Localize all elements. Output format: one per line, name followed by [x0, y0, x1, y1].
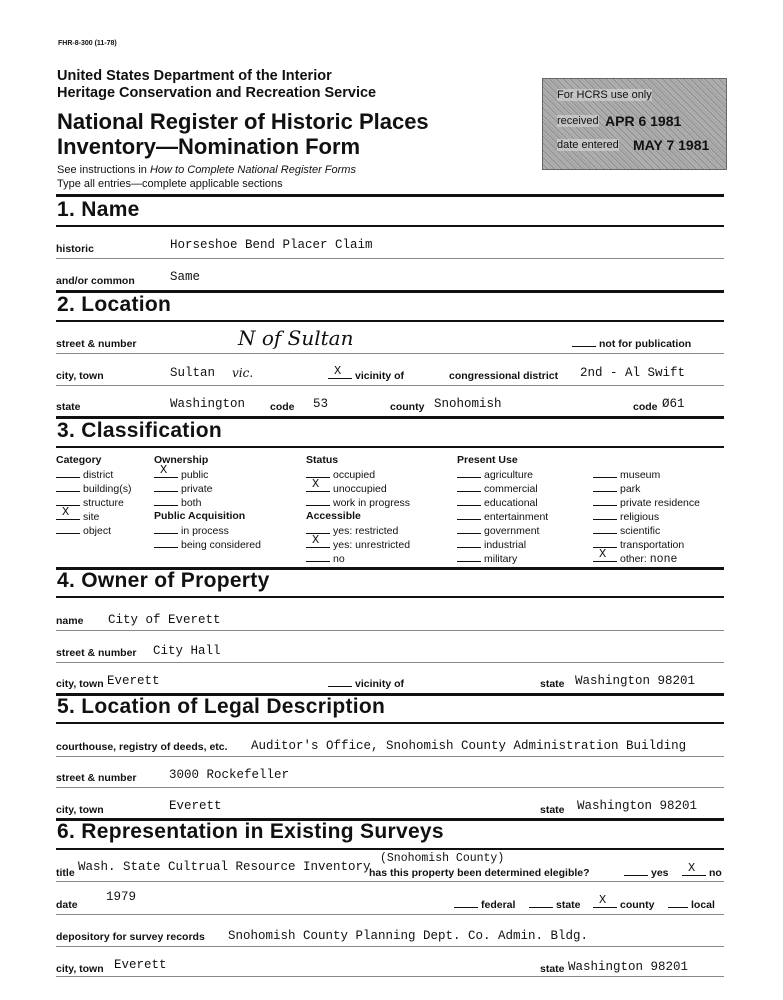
use-industrial: industrial [457, 538, 526, 551]
checkbox[interactable] [457, 496, 481, 506]
section-rule [56, 446, 724, 448]
courthouse-label: courthouse, registry of deeds, etc. [56, 741, 228, 753]
county-code-value: Ø61 [662, 397, 685, 411]
checkbox-blank[interactable] [454, 898, 478, 908]
depository-value: Snohomish County Planning Dept. Co. Admin. Bldg. [228, 929, 589, 943]
category-structure: structure [56, 496, 124, 509]
city-town-value: Sultan [170, 366, 216, 380]
checkbox[interactable] [593, 510, 617, 520]
ownership-both: both [154, 496, 201, 509]
checkbox[interactable]: X [56, 510, 80, 520]
owner-name-value: City of Everett [108, 613, 221, 627]
checkbox[interactable] [457, 468, 481, 478]
agency-line-2: Heritage Conservation and Recreation Service [57, 85, 377, 101]
county-code-label: code [633, 401, 658, 413]
accessible-no: no [306, 552, 345, 565]
field-line [56, 976, 724, 977]
use-museum: museum [593, 468, 660, 481]
owner-city-label: city, town [56, 678, 104, 690]
use-entertainment: entertainment [457, 510, 548, 523]
field-line [56, 385, 724, 386]
stamp-received-value: APR 6 1981 [605, 113, 682, 129]
owner-street-label: street & number [56, 647, 137, 659]
status-heading: Status [306, 454, 339, 466]
section-3-title: 3. Classification [57, 419, 222, 442]
use-commercial: commercial [457, 482, 538, 495]
survey-state-value: Washington 98201 [568, 960, 689, 974]
checkbox[interactable] [56, 468, 80, 478]
checkbox[interactable]: X [593, 898, 617, 908]
legal-street-value: 3000 Rockefeller [169, 768, 290, 782]
field-line [56, 756, 724, 757]
survey-title-label: title [56, 867, 75, 879]
checkbox[interactable] [457, 552, 481, 562]
category-district: district [56, 468, 113, 481]
stamp-use-label: For HCRS use only [557, 89, 652, 101]
section-rule [56, 320, 724, 322]
checkbox[interactable] [457, 538, 481, 548]
use-other-value: none [649, 553, 678, 566]
category-heading: Category [56, 454, 102, 466]
status-occupied: occupied [306, 468, 375, 481]
section-rule [56, 194, 724, 197]
checkbox-blank[interactable] [328, 677, 352, 687]
category-site: X site [56, 510, 99, 523]
level-state-option: state [529, 898, 581, 911]
survey-state-label: state [540, 963, 565, 975]
stamp-entered-label: date entered [557, 139, 619, 151]
checkbox[interactable] [593, 482, 617, 492]
checkbox[interactable] [457, 510, 481, 520]
checkbox-blank[interactable] [529, 898, 553, 908]
field-line [56, 914, 724, 915]
status-unoccupied: X unoccupied [306, 482, 387, 495]
owner-street-value: City Hall [153, 644, 221, 658]
checkbox-blank[interactable] [624, 866, 648, 876]
state-value: Washington [170, 397, 246, 411]
checkbox[interactable] [306, 552, 330, 562]
historic-name-value: Horseshoe Bend Placer Claim [170, 238, 373, 252]
checkbox-blank[interactable] [668, 898, 688, 908]
street-number-value: N of Sultan [238, 326, 354, 350]
present-use-heading: Present Use [457, 454, 518, 466]
owner-city-value: Everett [107, 674, 160, 688]
use-park: park [593, 482, 640, 495]
checkbox[interactable] [593, 468, 617, 478]
depository-label: depository for survey records [56, 931, 205, 943]
category-buildings: building(s) [56, 482, 131, 495]
city-town-annotation: vic. [232, 366, 254, 380]
legal-city-label: city, town [56, 804, 104, 816]
checkbox[interactable]: X [593, 552, 617, 562]
section-rule [56, 225, 724, 227]
ownership-heading: Ownership [154, 454, 209, 466]
section-2-title: 2. Location [57, 293, 172, 316]
survey-city-value: Everett [114, 958, 167, 972]
level-federal-option: federal [454, 898, 515, 911]
acquisition-being-considered: being considered [154, 538, 261, 551]
form-title-line-1: National Register of Historic Places [57, 109, 429, 134]
checkbox[interactable]: X [154, 468, 178, 478]
congressional-district-value: 2nd - Al Swift [580, 366, 686, 380]
eligible-no-option: X no [682, 866, 722, 879]
field-line [56, 946, 724, 947]
state-code-value: 53 [313, 397, 329, 411]
checkbox-blank[interactable] [572, 337, 596, 347]
accessible-heading: Accessible [306, 510, 361, 522]
use-private-residence: private residence [593, 496, 700, 509]
field-line [56, 662, 724, 663]
state-code-label: code [270, 401, 295, 413]
checkbox[interactable]: X [306, 482, 330, 492]
legal-street-label: street & number [56, 772, 137, 784]
street-number-label: street & number [56, 338, 137, 350]
survey-date-label: date [56, 899, 78, 911]
section-6-title: 6. Representation in Existing Surveys [57, 820, 444, 843]
instructions-title: How to Complete National Register Forms [149, 164, 356, 176]
use-agriculture: agriculture [457, 468, 533, 481]
use-scientific: scientific [593, 524, 660, 537]
ownership-private: private [154, 482, 213, 495]
eligible-question-label: has this property been determined elegible? [369, 867, 590, 879]
survey-title-subvalue: (Snohomish County) [380, 852, 505, 865]
section-5-title: 5. Location of Legal Description [57, 695, 386, 718]
hcrs-use-stamp [542, 78, 727, 170]
checkbox[interactable] [154, 538, 178, 548]
checkbox[interactable] [56, 482, 80, 492]
eligible-yes-option: yes [624, 866, 669, 879]
section-4-title: 4. Owner of Property [57, 569, 270, 592]
public-acquisition-heading: Public Acquisition [154, 510, 246, 522]
level-county-option: X county [593, 898, 654, 911]
state-label: state [56, 401, 81, 413]
field-line [56, 258, 724, 259]
agency-line-1: United States Department of the Interior [57, 68, 332, 84]
city-town-label: city, town [56, 370, 104, 382]
section-rule [56, 722, 724, 724]
acquisition-in-process: in process [154, 524, 229, 537]
section-1-title: 1. Name [57, 198, 140, 221]
use-government: government [457, 524, 539, 537]
accessible-restricted: yes: restricted [306, 524, 398, 537]
use-educational: educational [457, 496, 538, 509]
section-rule [56, 848, 724, 850]
field-line [56, 353, 724, 354]
status-work-in-progress: work in progress [306, 496, 410, 509]
use-transportation: transportation [593, 538, 684, 551]
category-object: object [56, 524, 111, 537]
survey-title-value: Wash. State Cultrual Resource Inventory [78, 860, 371, 874]
county-value: Snohomish [434, 397, 502, 411]
checkbox-vicinity[interactable]: X [328, 369, 352, 379]
use-military: military [457, 552, 517, 565]
stamp-entered-value: MAY 7 1981 [633, 137, 710, 153]
checkbox[interactable] [457, 482, 481, 492]
common-name-label: and/or common [56, 275, 135, 287]
survey-city-label: city, town [56, 963, 104, 975]
checkbox[interactable]: X [306, 538, 330, 548]
common-name-value: Same [170, 270, 201, 284]
legal-city-value: Everett [169, 799, 222, 813]
form-number: FHR-8-300 (11-78) [58, 40, 117, 47]
courthouse-value: Auditor's Office, Snohomish County Administration Building [251, 739, 687, 753]
owner-state-label: state [540, 678, 565, 690]
owner-state-value: Washington 98201 [575, 674, 696, 688]
checkbox[interactable]: X [682, 866, 706, 876]
owner-vicinity-option: vicinity of [328, 677, 404, 690]
checkbox[interactable] [154, 482, 178, 492]
checkbox[interactable] [306, 496, 330, 506]
vicinity-option: X vicinity of [328, 369, 404, 382]
accessible-unrestricted: X yes: unrestricted [306, 538, 410, 551]
checkbox[interactable] [56, 524, 80, 534]
not-for-publication-option: not for publication [572, 337, 691, 350]
county-label: county [390, 401, 425, 413]
instructions-prefix: See instructions in [57, 164, 147, 176]
stamp-received-label: received [557, 115, 599, 127]
use-other: X other: none [593, 552, 677, 566]
instructions-line-2: Type all entries—complete applicable sections [57, 178, 283, 190]
owner-name-label: name [56, 615, 84, 627]
instructions-line-1 [57, 164, 356, 177]
legal-state-value: Washington 98201 [577, 799, 698, 813]
survey-date-value: 1979 [106, 890, 137, 904]
checkbox[interactable] [593, 496, 617, 506]
field-line [56, 630, 724, 631]
form-title-line-2: Inventory—Nomination Form [57, 134, 361, 159]
field-line [56, 787, 724, 788]
historic-label: historic [56, 243, 94, 255]
legal-state-label: state [540, 804, 565, 816]
congressional-district-label: congressional district [449, 370, 559, 382]
level-local-option: local [668, 898, 715, 911]
ownership-public: X public [154, 468, 208, 481]
section-rule [56, 596, 724, 598]
field-line [56, 881, 724, 882]
use-religious: religious [593, 510, 659, 523]
checkbox[interactable] [593, 524, 617, 534]
checkbox[interactable] [154, 496, 178, 506]
checkbox[interactable] [457, 524, 481, 534]
checkbox[interactable] [154, 524, 178, 534]
